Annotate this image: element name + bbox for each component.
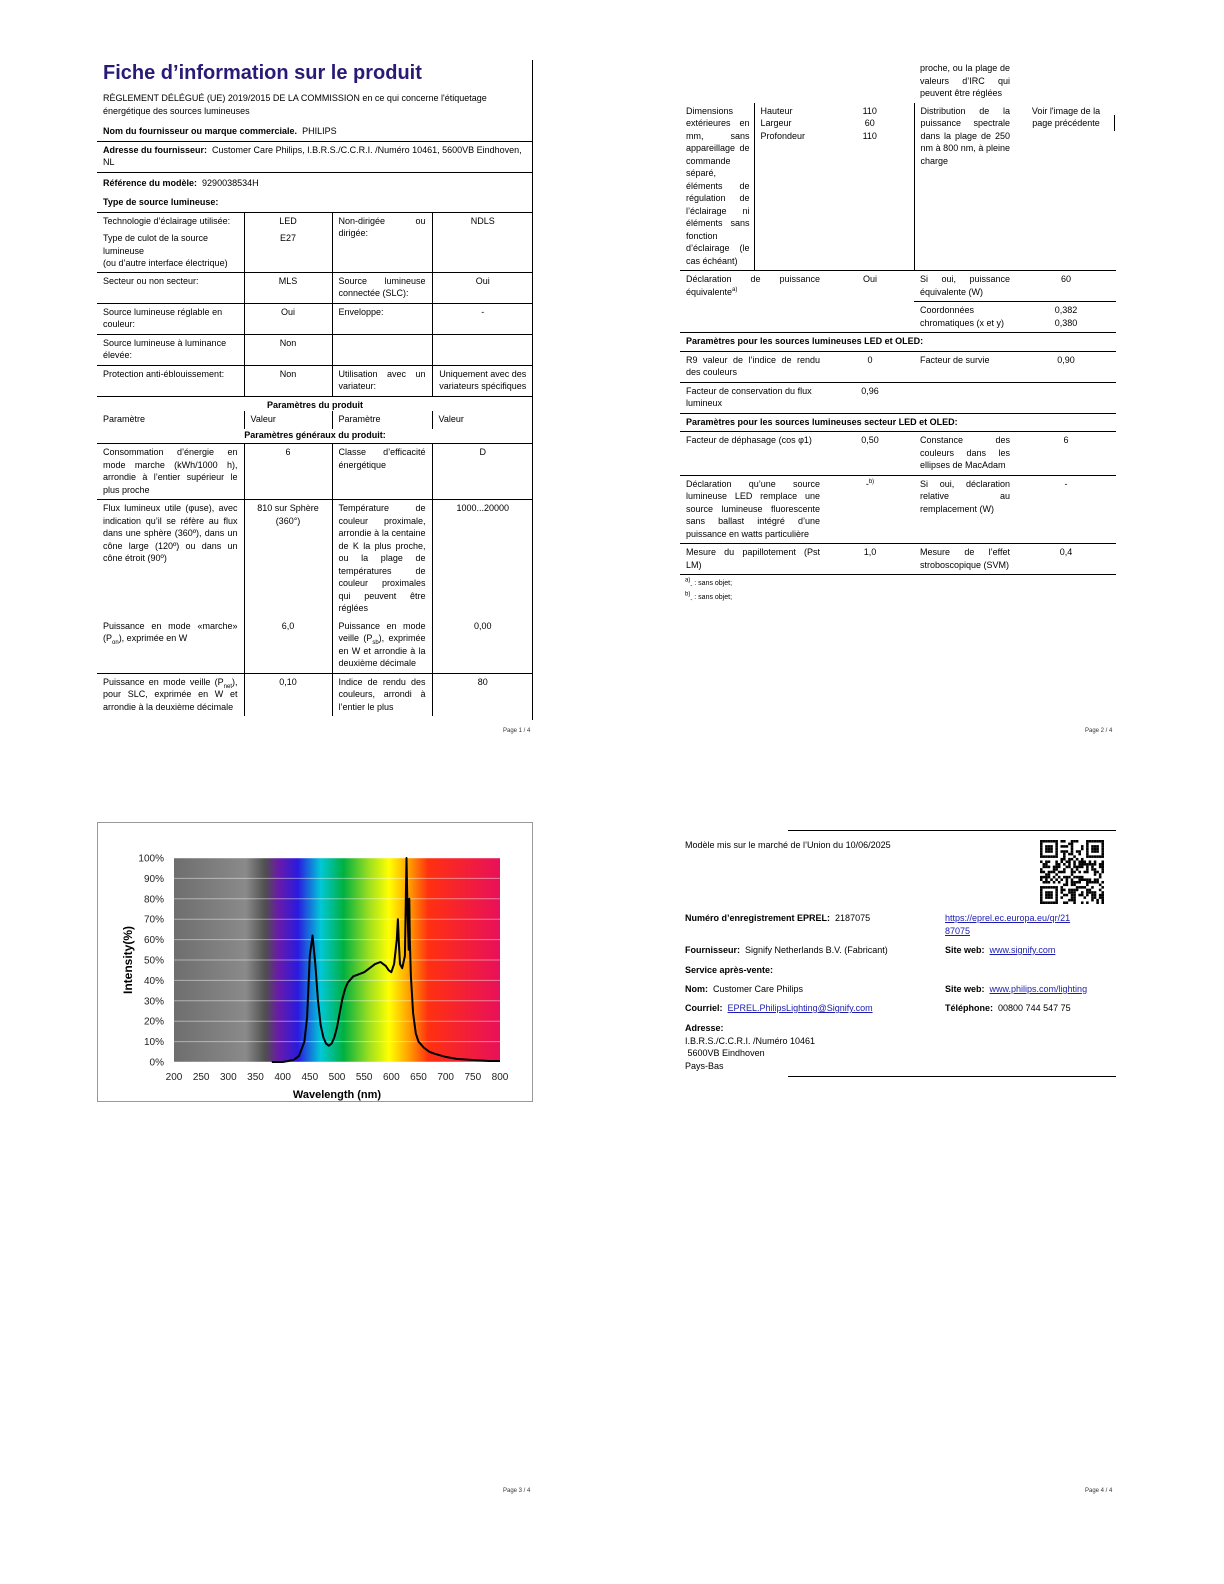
dir-value: NDLS xyxy=(432,213,533,273)
x-tick-label: 350 xyxy=(247,1072,264,1083)
tech-label: Technologie d’éclairage utilisée: xyxy=(103,215,231,226)
x-tick-label: 600 xyxy=(382,1072,400,1083)
spd-value: Voir l'image de la page précédente xyxy=(1031,105,1101,128)
cct-label: Température de couleur proximale, arrondie à la centaine de K la plus proche, ou la plage de températures de couleur proximales qui peuvent être réglées xyxy=(332,500,432,618)
y-tick-label: 100% xyxy=(138,853,164,865)
email-row: Courriel: EPREL.PhilipsLighting@Signify.com xyxy=(685,1003,873,1013)
mains-label: Secteur ou non secteur: xyxy=(97,272,244,303)
macadam-label: Constance des couleurs dans les ellipses de MacAdam xyxy=(914,432,1016,476)
y-tick-label: 40% xyxy=(143,975,164,987)
chromaticity-label: Coordonnées chromatiques (x et y) xyxy=(914,302,1016,333)
regulation-text: RÈGLEMENT DÉLÉGUÉ (UE) 2019/2015 DE LA COMMISSION en ce qui concerne l'étiquetage énergétique des sources lumineuses xyxy=(103,93,487,116)
color-value: Oui xyxy=(244,303,332,334)
x-tick-label: 750 xyxy=(464,1072,482,1083)
x-axis-label: Wavelength (nm) xyxy=(292,1089,382,1101)
y-tick-label: 10% xyxy=(143,1037,164,1049)
consumption-value: 6 xyxy=(244,444,332,500)
survival-label: Facteur de survie xyxy=(914,351,1016,382)
eq-value: Oui xyxy=(826,271,914,302)
replacement-w-value: - xyxy=(1016,475,1116,544)
eq-table xyxy=(680,270,1116,575)
col-value-2: Valeur xyxy=(432,411,533,429)
x-tick-label: 200 xyxy=(165,1072,183,1083)
flux-value: 810 sur Sphère (360°) xyxy=(244,500,332,618)
dimmer-value: Uniquement avec des variateurs spécifiques xyxy=(432,365,533,396)
address-value: Customer Care Philips, I.B.R.S./C.C.R.I. /Numéro 10461, 5600VB Eindhoven, NL xyxy=(103,144,522,167)
pnet-label: Puissance en mode veille $(P_{net})$, pour SLC, exprimée en W et arrondie à la deuxième décimale xyxy=(97,673,244,716)
y-tick-label: 70% xyxy=(143,914,164,926)
dims-table xyxy=(680,60,1116,270)
cap-value: E27 xyxy=(244,230,332,272)
glare-label: Protection anti-éblouissement: xyxy=(97,365,244,396)
y-tick-label: 0% xyxy=(149,1057,164,1069)
page-title: Fiche d’information sur le produit xyxy=(103,62,422,84)
replacement-w-label: Si oui, déclaration relative au remplacement (W) xyxy=(914,475,1016,544)
spectrum-chart-svg xyxy=(98,823,532,1101)
tech-value: LED xyxy=(244,213,332,231)
cri-label: Indice de rendu des couleurs, arrondi à l’entier le plus xyxy=(332,673,432,716)
eprel-link[interactable]: https://eprel.ec.europa.eu/qr/21 87075 xyxy=(945,913,1071,936)
email-link[interactable]: EPREL.PhilipsLighting@Signify.com xyxy=(727,1003,873,1013)
eq-watt-label: Si oui, puissance équivalente (W) xyxy=(914,271,1016,302)
macadam-value: 6 xyxy=(1016,432,1116,476)
x-tick-label: 300 xyxy=(219,1072,237,1083)
model-row xyxy=(97,173,533,193)
replacement-label: Déclaration qu’une source lumineuse LED remplace une source lumineuse fluorescente sans ballast intégré d’une puissance en watts particulière xyxy=(680,475,826,544)
website-2-link[interactable]: www.philips.com/lighting xyxy=(989,984,1088,994)
params-heading: Paramètres du produit xyxy=(266,399,364,410)
eq-label: Déclaration de puissance équivalente$^{a)}$ xyxy=(680,271,826,302)
source-type-heading: Type de source lumineuse: xyxy=(97,192,533,213)
cri-continued: proche, ou la plage de valeurs d’IRC qui peuvent être réglées xyxy=(920,63,1010,98)
website-2-row: Site web: www.philips.com/lighting xyxy=(945,984,1088,994)
y-tick-label: 20% xyxy=(143,1016,164,1028)
address-block: Adresse: I.B.R.S./C.C.R.I. /Numéro 10461 5600VB Eindhoven Pays-Bas xyxy=(685,1023,816,1071)
chromaticity-values: 0,382 0,380 xyxy=(1016,302,1116,333)
maintenance-value: 0,96 xyxy=(826,382,914,413)
dimension-names: Hauteur Largeur Profondeur xyxy=(754,103,826,271)
footnote-b: $^{b)}_-$ : sans objet; xyxy=(685,591,733,604)
col-param-2: Paramètre xyxy=(332,411,432,429)
mains-value: MLS xyxy=(244,272,332,303)
mains-heading: Paramètres pour les sources lumineuses secteur LED et OLED: xyxy=(680,413,1116,432)
survival-value: 0,90 xyxy=(1016,351,1116,382)
page-number-2: Page 2 / 4 xyxy=(1085,728,1113,734)
r9-label: R9 valeur de l’indice de rendu des couleurs xyxy=(680,351,826,382)
r9-value: 0 xyxy=(826,351,914,382)
cct-value: 1000...20000 xyxy=(432,500,533,618)
led-heading: Paramètres pour les sources lumineuses LED et OLED: xyxy=(680,333,1116,352)
y-tick-label: 50% xyxy=(143,955,164,967)
high-luminance-value: Non xyxy=(244,334,332,365)
page-number-1: Page 1 / 4 xyxy=(503,728,531,734)
slc-label: Source lumineuse connectée (SLC): xyxy=(332,272,432,303)
page-number-3: Page 3 / 4 xyxy=(503,1488,531,1494)
col-param-1: Paramètre xyxy=(103,414,146,424)
dimensions-label: Dimensions extérieures en mm, sans appareillage de commande séparé, éléments de régulation de l’éclairage ni éléments sans fonction d’éclairage (le cas échéant) xyxy=(686,105,750,266)
y-axis-label: Intensity(%) xyxy=(121,925,135,995)
service-heading: Service après-vente: xyxy=(685,965,774,975)
eq-watt-value: 60 xyxy=(1016,271,1116,302)
pf-value: 0,50 xyxy=(826,432,914,476)
envelope-label: Enveloppe: xyxy=(332,303,432,334)
replacement-value: -$^{b)}$ xyxy=(826,475,914,544)
model-label: Référence du modèle: xyxy=(103,177,198,188)
x-tick-label: 650 xyxy=(410,1072,427,1083)
qr-code-icon[interactable] xyxy=(1040,840,1104,904)
x-tick-label: 700 xyxy=(437,1072,455,1083)
col-value-1: Valeur xyxy=(244,411,332,429)
eprel-row: Numéro d’enregistrement EPREL: 2187075 xyxy=(685,913,871,923)
flicker-value: 1,0 xyxy=(826,544,914,575)
source-table xyxy=(97,213,533,397)
page-1 xyxy=(97,60,533,716)
y-tick-label: 30% xyxy=(143,996,164,1008)
x-tick-label: 400 xyxy=(274,1072,292,1083)
supplier-label: Nom du fournisseur ou marque commerciale. xyxy=(103,126,298,136)
x-tick-label: 800 xyxy=(491,1072,509,1083)
pon-value: 6,0 xyxy=(244,618,332,674)
maintenance-label: Facteur de conservation du flux lumineux xyxy=(680,382,826,413)
model-value: 9290038534H xyxy=(202,177,259,188)
supplier-value: PHILIPS xyxy=(302,126,337,136)
params-table xyxy=(97,411,533,716)
footnote-a: $^{a)}_-$ : sans objet; xyxy=(685,577,733,590)
website-1-link[interactable]: www.signify.com xyxy=(989,945,1056,955)
x-tick-label: 500 xyxy=(328,1072,346,1083)
flux-label: Flux lumineux utile (φuse), avec indication qu’il se réfère au flux dans une sphère (360º), dans un cône large (120º) ou dans un cône étroit (90º) xyxy=(97,500,244,618)
spd-label: Distribution de la puissance spectrale dans la plage de 250 nm à 800 nm, à pleine charge xyxy=(914,103,1016,271)
cap-cell xyxy=(97,230,244,272)
cri-value: 80 xyxy=(432,673,533,716)
x-tick-label: 250 xyxy=(192,1072,210,1083)
page-2 xyxy=(680,60,1116,605)
website-1-row: Site web: www.signify.com xyxy=(945,945,1056,955)
dimension-values: 110 60 110 xyxy=(862,105,877,141)
high-luminance-label: Source lumineuse à luminance élevée: xyxy=(97,334,244,365)
address-label: Adresse du fournisseur: xyxy=(103,144,208,155)
stroboscopic-value: 0,4 xyxy=(1016,544,1116,575)
glare-value: Non xyxy=(244,365,332,396)
efficiency-class-label: Classe d’efficacité énergétique xyxy=(332,444,432,500)
spectrum-chart xyxy=(97,822,533,1102)
y-tick-label: 60% xyxy=(143,935,164,947)
consumption-label: Consommation d’énergie en mode marche (kWh/1000 h), arrondie à l’entier supérieur le plus proche xyxy=(97,444,244,500)
supplier-row: Fournisseur: Signify Netherlands B.V. (Fabricant) xyxy=(685,945,888,955)
x-tick-label: 550 xyxy=(355,1072,373,1083)
slc-value: Oui xyxy=(432,272,533,303)
pf-label: Facteur de déphasage (cos φ1) xyxy=(680,432,826,476)
pnet-value: 0,10 xyxy=(244,673,332,716)
cap-label: Type de culot de la source lumineuse xyxy=(103,233,209,256)
page-number-4: Page 4 / 4 xyxy=(1085,1488,1113,1494)
psb-value: 0,00 xyxy=(432,618,533,674)
market-date: Modèle mis sur le marché de l’Union du 10/06/2025 xyxy=(685,840,891,850)
envelope-value: - xyxy=(432,303,533,334)
cap-note: (ou d’autre interface électrique) xyxy=(103,258,228,268)
y-tick-label: 80% xyxy=(143,894,164,906)
phone-row: Téléphone: 00800 744 547 75 xyxy=(945,1003,1071,1013)
dimmer-label: Utilisation avec un variateur: xyxy=(332,365,432,396)
flicker-label: Mesure du papillotement (Pst LM) xyxy=(680,544,826,575)
color-label: Source lumineuse réglable en couleur: xyxy=(97,303,244,334)
address-row xyxy=(97,142,533,173)
stroboscopic-label: Mesure de l’effet stroboscopique (SVM) xyxy=(914,544,1016,575)
y-tick-label: 90% xyxy=(143,873,164,885)
psb-label: Puissance en mode veille $(P_{sb})$, exprimée en W et arrondie à la deuxième décimale xyxy=(332,618,432,674)
efficiency-class-value: D xyxy=(432,444,533,500)
x-tick-label: 450 xyxy=(301,1072,319,1083)
pon-label: Puissance en mode «marche» $(P_{on})$, exprimée en W xyxy=(103,620,238,646)
name-row: Nom: Customer Care Philips xyxy=(685,984,804,994)
supplier-row xyxy=(97,123,533,142)
page-3 xyxy=(97,822,533,1102)
dir-label: Non-dirigée ou dirigée: xyxy=(332,213,432,273)
general-heading: Paramètres généraux du produit: xyxy=(244,429,386,440)
